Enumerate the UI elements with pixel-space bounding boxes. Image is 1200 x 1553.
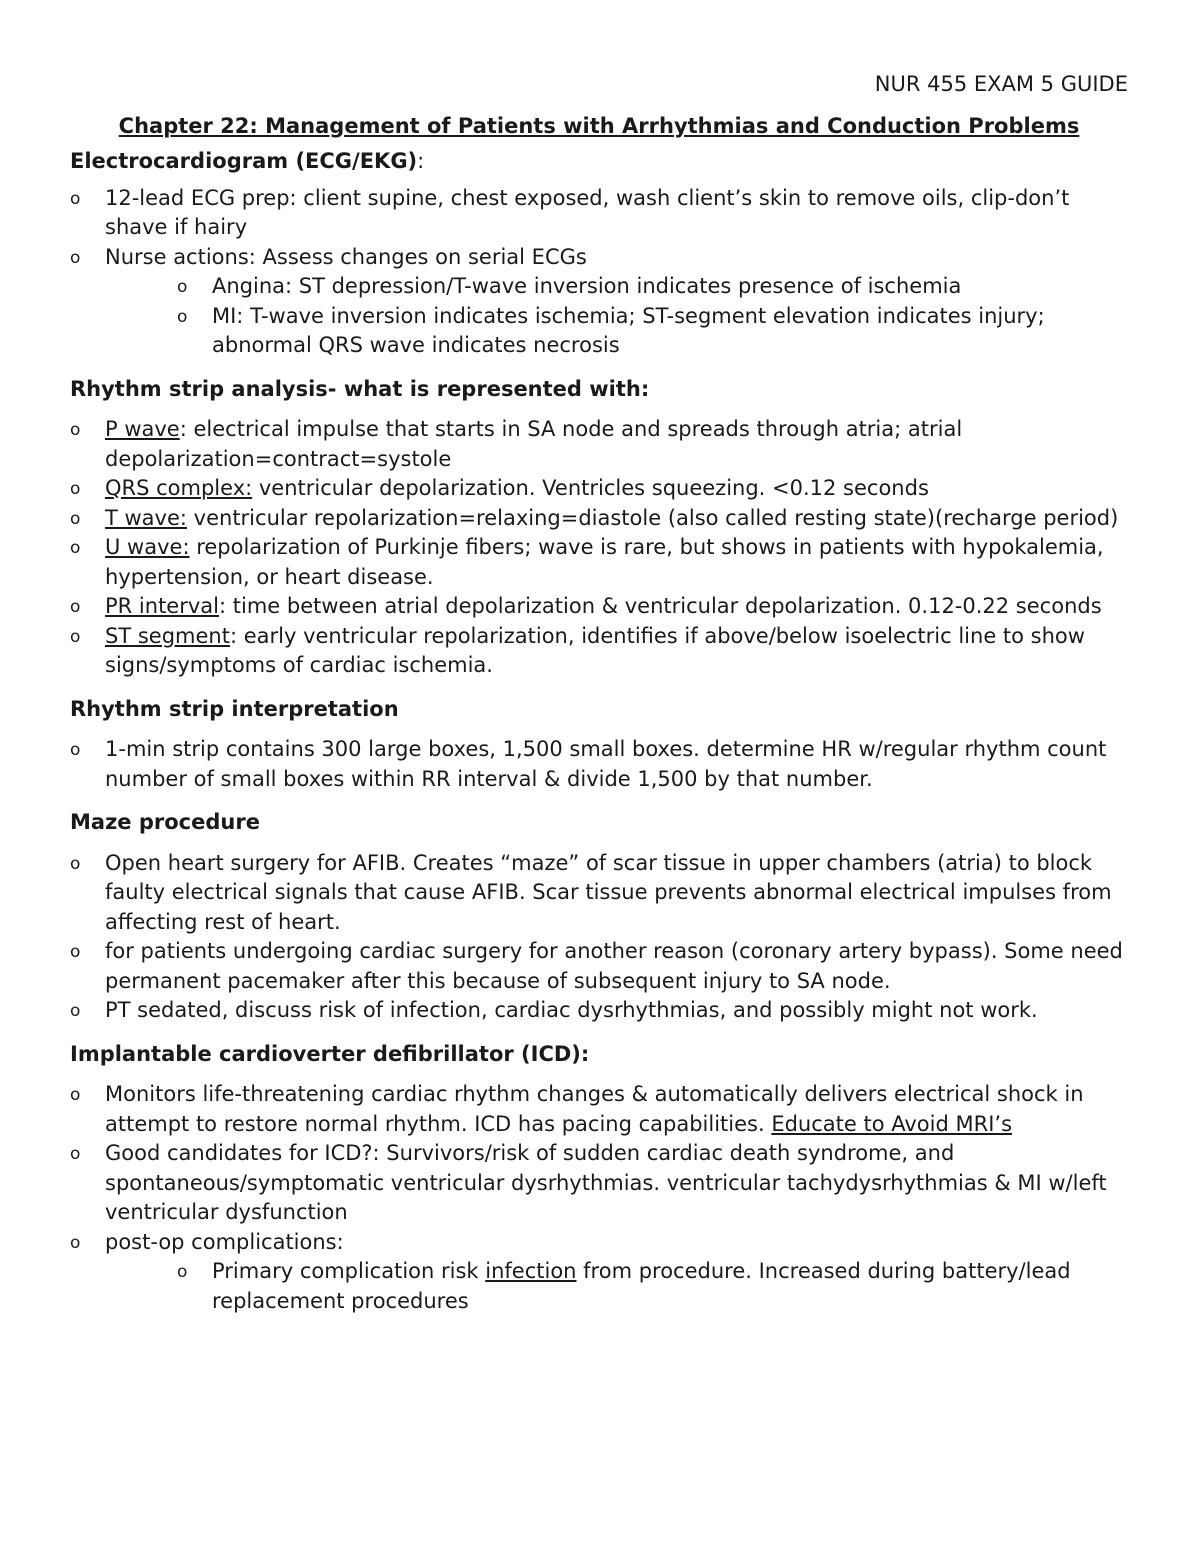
doc-header: NUR 455 EXAM 5 GUIDE <box>874 72 1128 96</box>
chapter-title: Chapter 22: Management of Patients with Arrhythmias and Conduction Problems <box>118 113 1080 138</box>
item-text: Monitors life-threatening cardiac rhythm changes & automatically delivers electrical shock in attempt to restore normal rhythm. ICD has pacing capabilities. <box>105 1082 1084 1136</box>
sub-list-item: o MI: T-wave inversion indicates ischemia; ST-segment elevation indicates injury; abnormal QRS wave indicates necrosis <box>177 302 1128 361</box>
term: infection <box>485 1259 577 1283</box>
list-item: o PT sedated, discuss risk of infection, cardiac dysrhythmias, and possibly might not work. <box>70 996 1128 1026</box>
term: T wave: <box>105 505 187 530</box>
section-heading-rhythm-interpretation: Rhythm strip interpretation <box>70 696 399 721</box>
heading-text: Electrocardiogram (ECG/EKG) <box>70 149 418 173</box>
term: U wave: <box>105 535 190 559</box>
definition: : early ventricular repolarization, identifies if above/below isoelectric line to show signs/symptoms of cardiac ischemia. <box>105 623 1085 677</box>
list-item: o for patients undergoing cardiac surgery for another reason (coronary artery bypass). Some need permanent pacemaker after this because of subsequent injury to SA node. <box>70 937 1128 996</box>
list-item: o 12-lead ECG prep: client supine, chest exposed, wash client’s skin to remove oils, clip-don’t shave if hairy <box>70 184 1128 243</box>
definition: ventricular repolarization=relaxing=diastole (also called resting state)(recharge period) <box>186 505 1119 530</box>
ecg-list <box>70 184 1128 361</box>
list-item <box>70 474 1128 504</box>
definition: : electrical impulse that starts in SA node and spreads through atria; atrial depolarization=contract=systole <box>105 417 963 471</box>
icd-sublist <box>105 1257 1128 1316</box>
list-item: o Good candidates for ICD?: Survivors/risk of sudden cardiac death syndrome, and spontaneous/symptomatic ventricular dysrhythmias. ventricular tachydysrhythmias & MI w/left ventricular dysfunction <box>70 1139 1128 1228</box>
list-item <box>70 243 1128 361</box>
rhythm-interp-list <box>70 735 1128 794</box>
section-heading-maze: Maze procedure <box>70 810 260 834</box>
sub-list-item: o Angina: ST depression/T-wave inversion indicates presence of ischemia <box>177 272 1128 302</box>
list-item <box>70 415 1128 474</box>
section-heading-ecg <box>70 147 1128 177</box>
heading-colon: : <box>417 149 425 173</box>
section-heading-rhythm-analysis: Rhythm strip analysis- what is represented with: <box>70 376 650 401</box>
list-item <box>70 1080 1128 1139</box>
definition: ventricular depolarization. Ventricles squeezing. <0.12 seconds <box>252 476 929 500</box>
item-text: Nurse actions: Assess changes on serial ECGs <box>105 244 587 269</box>
term: P wave <box>105 417 180 441</box>
item-text: Primary complication risk <box>212 1259 486 1283</box>
list-item <box>70 622 1128 681</box>
educate-note: Educate to Avoid MRI’s <box>771 1111 1013 1136</box>
term: PR interval <box>105 594 219 618</box>
list-item <box>70 1228 1128 1317</box>
rhythm-analysis-list <box>70 415 1128 681</box>
item-text: post-op complications: <box>105 1229 344 1254</box>
definition: repolarization of Purkinje fibers; wave is rare, but shows in patients with hypokalemia, hypertension, or heart disease. <box>105 535 1104 589</box>
item-text: from procedure. Increased during battery/lead replacement procedures <box>212 1259 1071 1313</box>
list-item <box>70 504 1128 534</box>
ecg-sublist <box>105 272 1128 361</box>
icd-list <box>70 1080 1128 1316</box>
maze-list <box>70 849 1128 1026</box>
list-item: o Open heart surgery for AFIB. Creates “maze” of scar tissue in upper chambers (atria) to block faulty electrical signals that cause AFIB. Scar tissue prevents abnormal electrical impulses from affecting rest of heart. <box>70 849 1128 938</box>
sub-list-item <box>177 1257 1128 1316</box>
section-heading-icd: Implantable cardioverter defibrillator (ICD): <box>70 1041 590 1066</box>
list-item <box>70 592 1128 622</box>
term: QRS complex: <box>105 476 253 500</box>
definition: : time between atrial depolarization & ventricular depolarization. 0.12-0.22 seconds <box>219 594 1102 618</box>
term: ST segment <box>105 623 230 648</box>
list-item <box>70 533 1128 592</box>
list-item: o 1-min strip contains 300 large boxes, 1,500 small boxes. determine HR w/regular rhythm count number of small boxes within RR interval & divide 1,500 by that number. <box>70 735 1128 794</box>
